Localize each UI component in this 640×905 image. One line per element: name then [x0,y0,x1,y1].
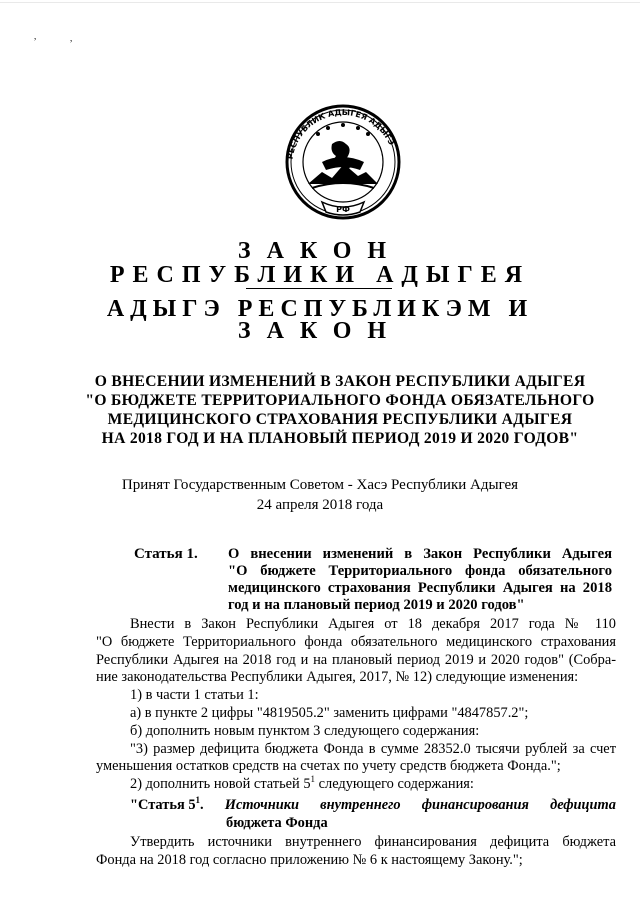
scan-mark: , [34,31,37,41]
amendment-item [96,776,616,794]
scan-mark: , [70,33,73,43]
article-5-1-title-word: дефицита [550,797,616,813]
article-1-title-line: "О бюджете Территориального фонда обязательного [228,563,612,579]
law-word-russian: ЗАКОН [237,238,403,264]
article-1-title-line: О внесении изменений в Закон Республики Адыгея [228,546,612,562]
amendment-item: а) в пункте 2 цифры "4819505.2" заменить цифрами "4847857.2"; [130,704,529,721]
law-title [80,372,600,448]
republic-name-russian: РЕСПУБЛИКИ АДЫГЕЯ [109,262,531,288]
article-5-1-title-word: внутреннего [320,797,401,813]
law-title-line: О ВНЕСЕНИИ ИЗМЕНЕНИЙ В ЗАКОН РЕСПУБЛИКИ АДЫГЕЯ [94,373,586,390]
closing-line: Утвердить источники внутреннего финансирования дефицита бюджета [130,834,616,850]
body-paragraph-line: Республики Адыгея на 2018 год и на плановый период 2019 и 2020 годов" (Собра- [96,651,616,668]
article-1-body [96,616,616,794]
title-divider [246,288,392,289]
amendment-item-text: следующего содержания: [315,776,474,793]
article-1-label: Статья 1. [134,546,198,562]
amendment-quote-line: "3) размер дефицита бюджета Фонда в сумме 28352.0 тысячи рублей за счет [130,740,616,757]
adygea-coat-of-arms-emblem [272,104,414,220]
article-5-1-label: "Статья $5^1$. [130,795,204,813]
adoption-note: Принят Государственным Советом - Хасэ Республики Адыгея [121,477,519,493]
closing-line: Фонда на 2018 год согласно приложению № 6 к настоящему Закону."; [96,851,523,868]
article-1-title [228,546,612,614]
amendment-item-text: 2) дополнить новой статьей 5 [130,776,311,793]
article-5-1-body [96,834,616,870]
body-paragraph-line: Внести в Закон Республики Адыгея от 18 декабря 2017 года № 110 [130,616,616,632]
adoption-date: 24 апреля 2018 года [256,497,384,513]
emblem-ring-text: РЕСПУБЛИК АДЫГЕЯ АДЫГЭ [285,107,397,160]
body-paragraph-line: ние законодательства Республики Адыгея, 2017, № 12) следующие изменения: [96,669,579,686]
superscript: 1 [310,774,316,785]
amendment-quote-line: уменьшения остатков средств на счетах по учету средств бюджета Фонда."; [96,758,561,775]
emblem-bottom-text: РФ [336,205,350,214]
amendment-item: 1) в части 1 статьи 1: [130,687,259,704]
law-word-adyghe: ЗАКОН [237,318,403,344]
amendment-item: б) дополнить новым пунктом 3 следующего содержания: [130,722,480,739]
law-title-line: НА 2018 ГОД И НА ПЛАНОВЫЙ ПЕРИОД 2019 И 2020 ГОДОВ" [101,430,579,447]
scan-edge-line [0,2,640,3]
republic-name-adyghe: АДЫГЭ РЕСПУБЛИКЭМ И [106,296,534,322]
article-1-title-line: год и на плановый период 2019 и 2020 годов" [228,597,525,613]
article-5-1-title-word: Источники [224,797,300,813]
body-paragraph-line: "О бюджете Территориального фонда обязательного медицинского страхования [96,633,616,650]
article-5-1-title-word: финансирования [421,797,529,813]
article-5-1-heading [130,796,616,832]
law-title-line: МЕДИЦИНСКОГО СТРАХОВАНИЯ РЕСПУБЛИКИ АДЫГЕЯ [107,411,573,428]
law-title-line: "О БЮДЖЕТЕ ТЕРРИТОРИАЛЬНОГО ФОНДА ОБЯЗАТЕЛЬНОГО [85,392,595,409]
article-1-title-line: медицинского страхования Республики Адыгея на 2018 [228,580,612,596]
article-5-1-title-line: бюджета Фонда [226,815,328,831]
